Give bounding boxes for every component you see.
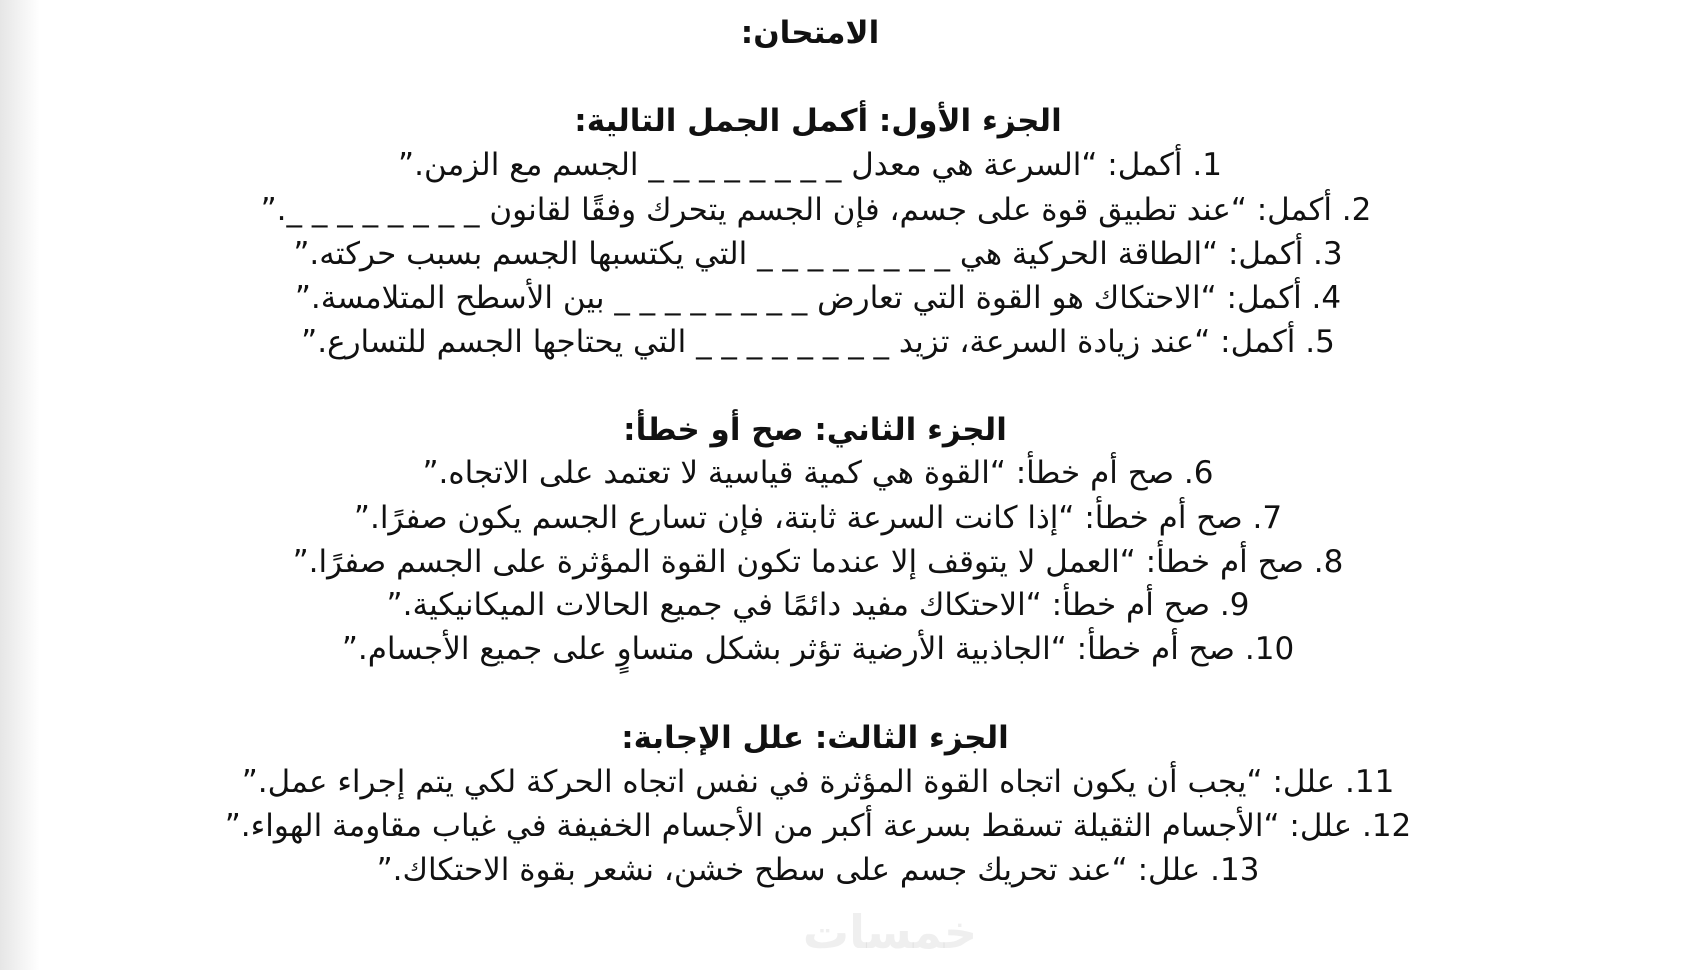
question-6: 6. صح أم خطأ: “القوة هي كمية قياسية لا تعتمد على الاتجاه.” bbox=[422, 455, 1214, 491]
question-11: 11. علل: “يجب أن يكون اتجاه القوة المؤثرة في نفس اتجاه الحركة لكي يتم إجراء عمل.” bbox=[241, 764, 1395, 800]
question-8: 8. صح أم خطأ: “العمل لا يتوقف إلا عندما تكون القوة المؤثرة على الجسم صفرًا.” bbox=[292, 544, 1344, 580]
question-5: 5. أكمل: “عند زيادة السرعة، تزيد _ _ _ _ _ _ _ _ التي يحتاجها الجسم للتسارع.” bbox=[301, 324, 1335, 360]
question-4: 4. أكمل: “الاحتكاك هو القوة التي تعارض _ _ _ _ _ _ _ _ بين الأسطح المتلامسة.” bbox=[294, 280, 1342, 316]
question-2: 2. أكمل: “عند تطبيق قوة على جسم، فإن الجسم يتحرك وفقًا لقانون _ _ _ _ _ _ _ _.” bbox=[260, 192, 1372, 228]
part1-heading: الجزء الأول: أكمل الجمل التالية: bbox=[574, 103, 1062, 139]
watermark-logo: خمسات bbox=[802, 905, 978, 959]
question-3: 3. أكمل: “الطاقة الحركية هي _ _ _ _ _ _ _ _ التي يكتسبها الجسم بسبب حركته.” bbox=[293, 236, 1343, 272]
question-9: 9. صح أم خطأ: “الاحتكاك مفيد دائمًا في جميع الحالات الميكانيكية.” bbox=[386, 587, 1250, 623]
question-13: 13. علل: “عند تحريك جسم على سطح خشن، نشعر بقوة الاحتكاك.” bbox=[376, 852, 1260, 888]
question-1: 1. أكمل: “السرعة هي معدل _ _ _ _ _ _ _ _ الجسم مع الزمن.” bbox=[398, 147, 1222, 183]
part3-heading: الجزء الثالث: علل الإجابة: bbox=[621, 720, 1009, 756]
question-7: 7. صح أم خطأ: “إذا كانت السرعة ثابتة، فإن تسارع الجسم يكون صفرًا.” bbox=[353, 500, 1283, 536]
question-12: 12. علل: “الأجسام الثقيلة تسقط بسرعة أكبر من الأجسام الخفيفة في غياب مقاومة الهواء.” bbox=[224, 808, 1412, 844]
exam-title: الامتحان: bbox=[740, 15, 880, 51]
question-10: 10. صح أم خطأ: “الجاذبية الأرضية تؤثر بشكل متساوٍ على جميع الأجسام.” bbox=[341, 631, 1295, 667]
part2-heading: الجزء الثاني: صح أو خطأ: bbox=[623, 412, 1007, 448]
